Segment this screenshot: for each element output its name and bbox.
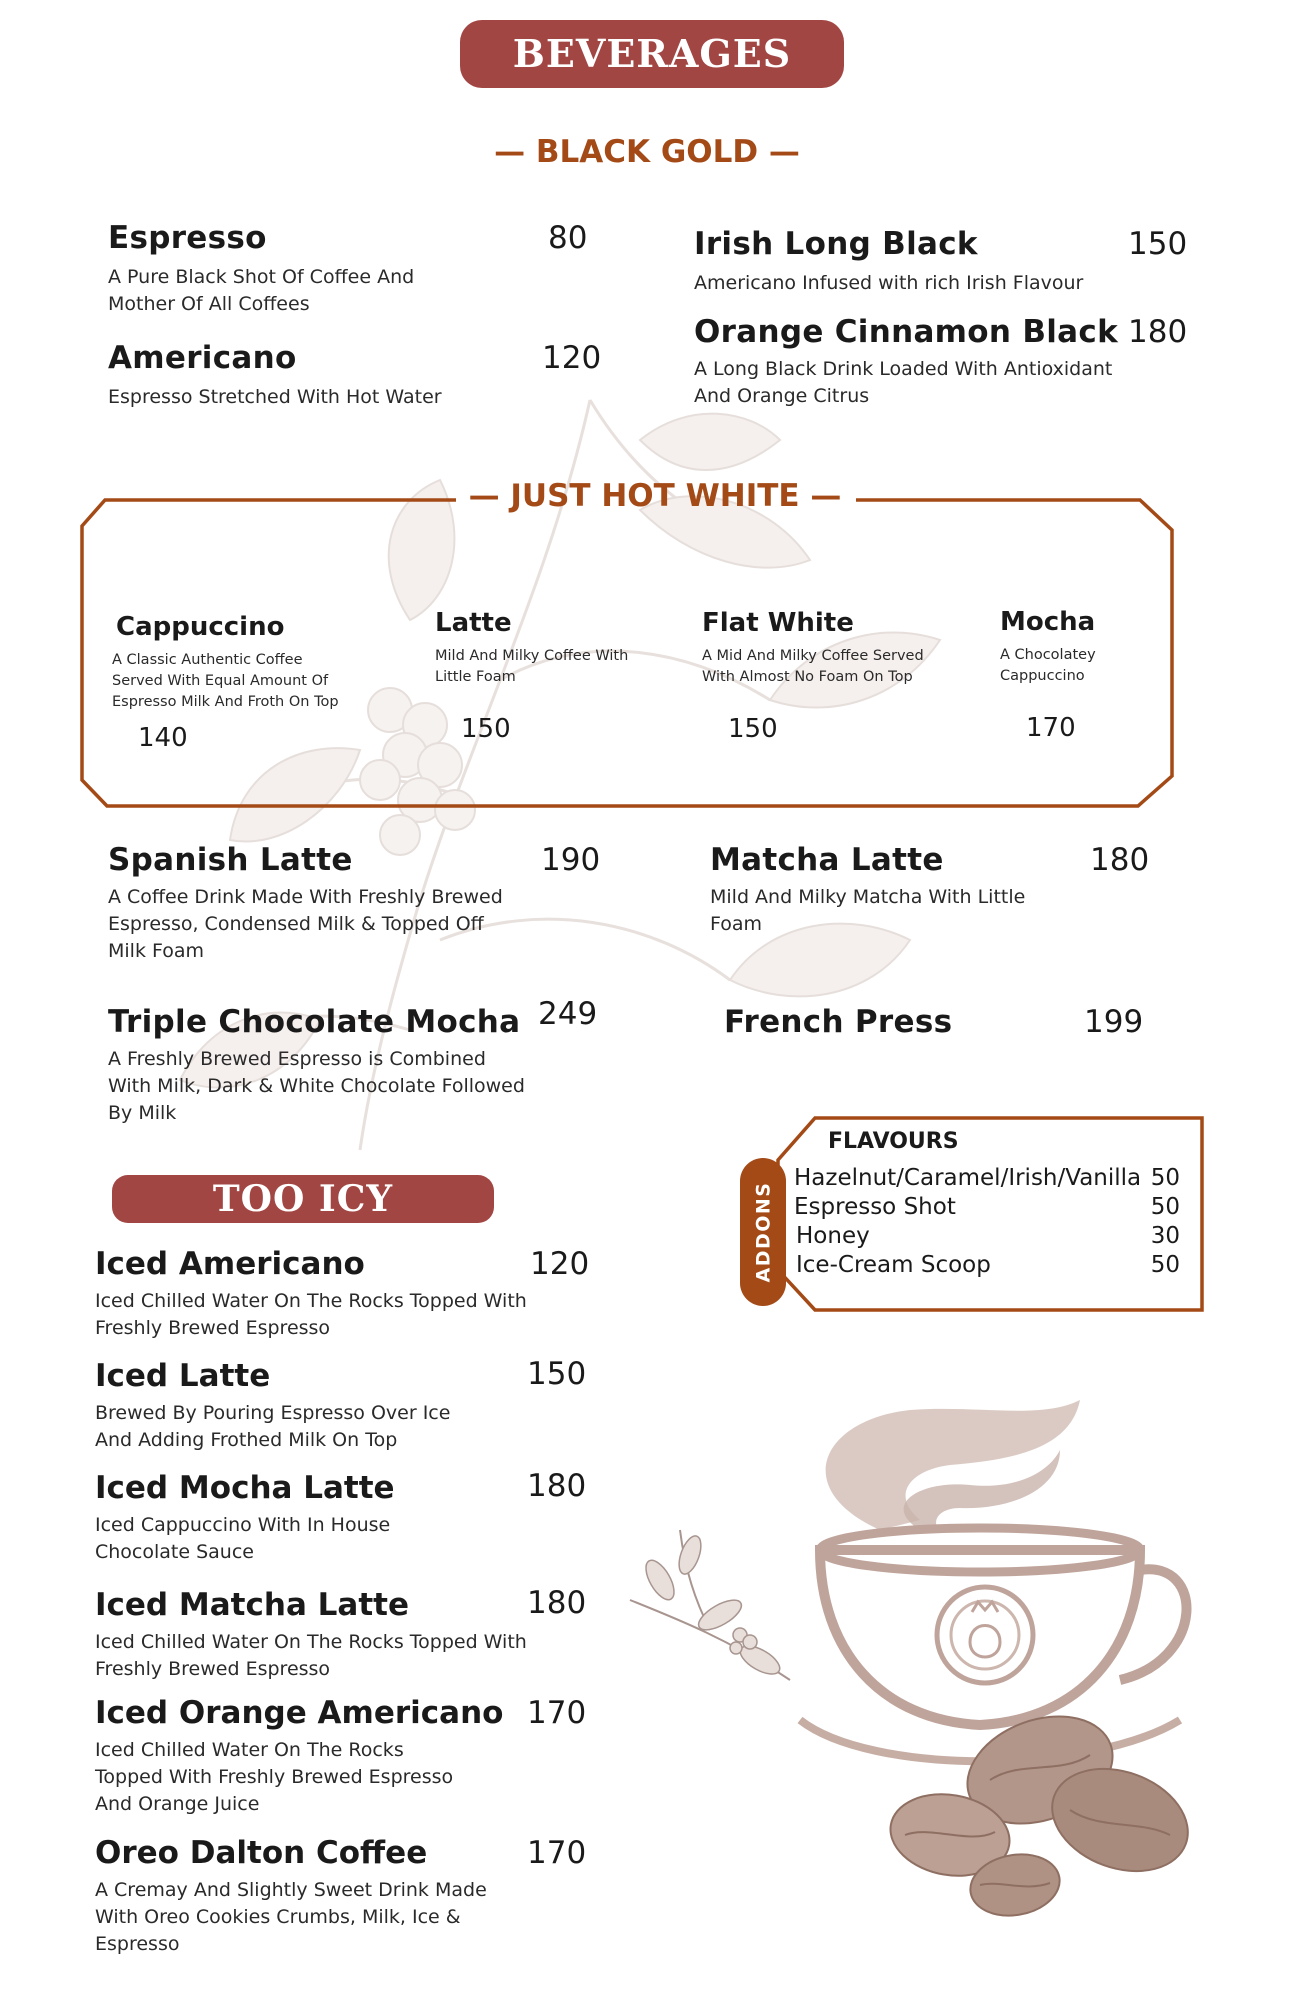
menu-item [95,1246,595,1342]
item-name: Orange Cinnamon Black [694,314,1118,350]
item-description: Americano Infused with rich Irish Flavour [694,272,1084,294]
item-name: Latte [435,608,512,638]
menu-item [95,1587,595,1683]
item-description: Espresso Stretched With Hot Water [108,386,442,408]
item-name: Mocha [1000,607,1096,637]
item-price: 140 [138,723,188,753]
item-name: Iced Orange Americano [95,1695,504,1731]
item-price: 180 [1128,314,1188,350]
addons-tab-label: ADDONS [752,1181,774,1283]
addon-name: Hazelnut/Caramel/Irish/Vanilla [794,1165,1142,1191]
item-price: 150 [527,1356,587,1392]
item-price: 180 [527,1585,587,1621]
item-description: Iced Chilled Water On The Rocks Topped With Freshly Brewed Espresso [95,1290,527,1339]
item-description: A Freshly Brewed Espresso is Combined With Milk, Dark & White Chocolate Followed By Milk [108,1048,525,1124]
item-price: 180 [527,1468,587,1504]
item-name: Oreo Dalton Coffee [95,1835,428,1871]
item-price: 150 [461,714,511,744]
item-name: Matcha Latte [710,842,944,878]
menu-item [95,1358,595,1454]
addon-row [796,1252,1192,1278]
item-description: Mild And Milky Matcha With Little Foam [710,886,1026,935]
hot-white-item [702,608,932,744]
item-description: Brewed By Pouring Espresso Over Ice And Adding Frothed Milk On Top [95,1402,451,1451]
item-price: 120 [530,1246,590,1282]
item-name: Iced Mocha Latte [95,1470,395,1506]
addon-price: 50 [1150,1194,1180,1220]
addon-row [796,1223,1192,1249]
item-name: Triple Chocolate Mocha [108,1004,521,1040]
item-price: 190 [541,842,601,878]
item-description: Mild And Milky Coffee With Little Foam [435,648,629,685]
menu-item [108,996,608,1127]
item-name: Cappuccino [116,612,285,642]
item-name: Espresso [108,220,267,256]
item-description: A Mid And Milky Coffee Served With Almost No Foam On Top [702,648,924,685]
menu-item [108,842,608,965]
item-price: 170 [527,1695,587,1731]
item-description: A Cremay And Slightly Sweet Drink Made With Oreo Cookies Crumbs, Milk, Ice & Espresso [95,1879,487,1955]
item-description: A Pure Black Shot Of Coffee And Mother Of All Coffees [108,266,415,315]
item-price: 150 [1128,226,1188,262]
item-price: 249 [538,996,598,1032]
menu-title: BEVERAGES [460,20,844,88]
menu-item [724,1004,1144,1040]
coffee-cup-illustration [620,1380,1240,1940]
addon-name: Espresso Shot [794,1194,956,1220]
item-price: 80 [548,220,588,256]
hot-white-item [1000,607,1150,743]
item-description: A Long Black Drink Loaded With Antioxidant And Orange Citrus [694,358,1113,407]
item-price: 120 [542,340,602,376]
item-price: 199 [1084,1004,1144,1040]
item-name: French Press [724,1004,953,1040]
item-name: Irish Long Black [694,226,978,262]
addon-name: Ice-Cream Scoop [796,1252,991,1278]
hot-white-item [435,608,645,744]
item-price: 170 [1026,713,1076,743]
item-name: Iced Matcha Latte [95,1587,409,1623]
item-name: Americano [108,340,297,376]
item-description: Iced Chilled Water On The Rocks Topped With Freshly Brewed Espresso [95,1631,527,1680]
item-price: 170 [527,1835,587,1871]
menu-item [710,842,1170,938]
item-description: A Chocolatey Cappuccino [1000,647,1096,684]
item-description: A Classic Authentic Coffee Served With Equal Amount Of Espresso Milk And Froth On Top [112,652,339,710]
addon-row [794,1165,1190,1191]
hot-white-item [112,612,362,753]
addon-price: 30 [1150,1223,1180,1249]
item-name: Iced Latte [95,1358,271,1394]
addon-name: Honey [796,1223,870,1249]
section-title-hot-white: — JUST HOT WHITE — [468,478,842,514]
item-name: Spanish Latte [108,842,353,878]
addon-price: 50 [1150,1165,1180,1191]
item-name: Flat White [702,608,854,638]
menu-item [95,1695,595,1818]
item-name: Iced Americano [95,1246,365,1282]
item-description: Iced Chilled Water On The Rocks Topped With Freshly Brewed Espresso And Orange Juice [95,1739,454,1815]
menu-item [95,1470,595,1566]
addons-heading: FLAVOURS [828,1129,959,1154]
section-title-too-icy: TOO ICY [112,1175,494,1223]
item-price: 150 [728,714,778,744]
item-description: Iced Cappuccino With In House Chocolate Sauce [95,1514,391,1563]
menu-item [95,1835,595,1958]
item-description: A Coffee Drink Made With Freshly Brewed Espresso, Condensed Milk & Topped Off Milk Foam [108,886,503,962]
item-price: 180 [1090,842,1150,878]
addon-row [794,1194,1190,1220]
addon-price: 50 [1150,1252,1180,1278]
section-title-black-gold: — BLACK GOLD — [494,134,800,170]
